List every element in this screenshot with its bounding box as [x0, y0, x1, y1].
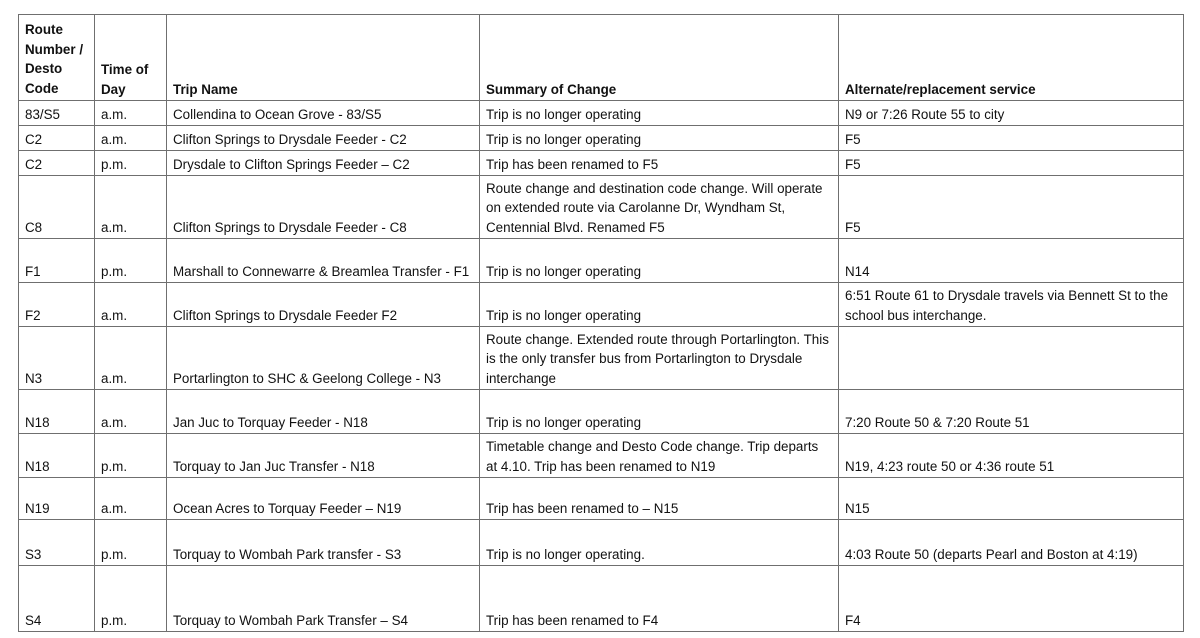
cell-code: F1: [19, 239, 95, 283]
table-row: [19, 101, 1184, 126]
cell-code: S3: [19, 520, 95, 566]
cell-alt: 7:20 Route 50 & 7:20 Route 51: [839, 390, 1184, 434]
cell-trip: Collendina to Ocean Grove - 83/S5: [167, 101, 480, 126]
table-row: [19, 327, 1184, 390]
cell-trip: Clifton Springs to Drysdale Feeder - C2: [167, 126, 480, 151]
cell-time: p.m.: [95, 239, 167, 283]
cell-code: N3: [19, 327, 95, 390]
cell-alt: N14: [839, 239, 1184, 283]
table-row: [19, 126, 1184, 151]
header-alternate-service: Alternate/replacement service: [839, 15, 1184, 101]
cell-trip: Jan Juc to Torquay Feeder - N18: [167, 390, 480, 434]
cell-code: C2: [19, 126, 95, 151]
cell-summary: Route change. Extended route through Portarlington. This is the only transfer bus from Portarlington to Drysdale interchange: [480, 327, 839, 390]
cell-time: a.m.: [95, 101, 167, 126]
cell-alt: N15: [839, 478, 1184, 520]
cell-alt: N19, 4:23 route 50 or 4:36 route 51: [839, 434, 1184, 478]
table-row: [19, 478, 1184, 520]
cell-code: C8: [19, 176, 95, 239]
cell-time: a.m.: [95, 327, 167, 390]
cell-summary: Trip is no longer operating: [480, 101, 839, 126]
cell-time: a.m.: [95, 478, 167, 520]
cell-code: S4: [19, 566, 95, 632]
cell-summary: Timetable change and Desto Code change. Trip departs at 4.10. Trip has been renamed to N19: [480, 434, 839, 478]
cell-trip: Torquay to Jan Juc Transfer - N18: [167, 434, 480, 478]
cell-summary: Trip has been renamed to F5: [480, 151, 839, 176]
cell-code: N19: [19, 478, 95, 520]
table-row: [19, 520, 1184, 566]
cell-trip: Clifton Springs to Drysdale Feeder - C8: [167, 176, 480, 239]
cell-code: F2: [19, 283, 95, 327]
cell-trip: Torquay to Wombah Park transfer - S3: [167, 520, 480, 566]
cell-summary: Trip has been renamed to – N15: [480, 478, 839, 520]
cell-code: N18: [19, 390, 95, 434]
cell-summary: Trip is no longer operating: [480, 126, 839, 151]
table-row: [19, 390, 1184, 434]
cell-alt: [839, 327, 1184, 390]
cell-alt: F5: [839, 151, 1184, 176]
cell-alt: 4:03 Route 50 (departs Pearl and Boston at 4:19): [839, 520, 1184, 566]
cell-time: p.m.: [95, 566, 167, 632]
cell-code: C2: [19, 151, 95, 176]
table-body: [19, 101, 1184, 632]
cell-time: p.m.: [95, 434, 167, 478]
document-page: [18, 14, 1184, 632]
table-row: [19, 566, 1184, 632]
cell-code: N18: [19, 434, 95, 478]
cell-trip: Portarlington to SHC & Geelong College - N3: [167, 327, 480, 390]
cell-trip: Marshall to Connewarre & Breamlea Transfer - F1: [167, 239, 480, 283]
table-row: [19, 434, 1184, 478]
cell-time: a.m.: [95, 176, 167, 239]
cell-trip: Torquay to Wombah Park Transfer – S4: [167, 566, 480, 632]
cell-trip: Ocean Acres to Torquay Feeder – N19: [167, 478, 480, 520]
table-row: [19, 239, 1184, 283]
table-row: [19, 151, 1184, 176]
table-row: [19, 176, 1184, 239]
cell-summary: Trip is no longer operating: [480, 239, 839, 283]
cell-summary: Trip is no longer operating: [480, 283, 839, 327]
cell-alt: F4: [839, 566, 1184, 632]
cell-summary: Trip has been renamed to F4: [480, 566, 839, 632]
header-route-number: Route Number / Desto Code: [19, 15, 95, 101]
header-trip-name: Trip Name: [167, 15, 480, 101]
cell-alt: F5: [839, 126, 1184, 151]
cell-trip: Clifton Springs to Drysdale Feeder F2: [167, 283, 480, 327]
route-changes-table: [18, 14, 1184, 632]
cell-time: a.m.: [95, 390, 167, 434]
table-row: [19, 283, 1184, 327]
header-row: [19, 15, 1184, 101]
cell-alt: 6:51 Route 61 to Drysdale travels via Bennett St to the school bus interchange.: [839, 283, 1184, 327]
cell-alt: F5: [839, 176, 1184, 239]
cell-summary: Trip is no longer operating: [480, 390, 839, 434]
cell-time: a.m.: [95, 283, 167, 327]
cell-trip: Drysdale to Clifton Springs Feeder – C2: [167, 151, 480, 176]
cell-time: a.m.: [95, 126, 167, 151]
cell-time: p.m.: [95, 520, 167, 566]
cell-code: 83/S5: [19, 101, 95, 126]
cell-summary: Trip is no longer operating.: [480, 520, 839, 566]
cell-time: p.m.: [95, 151, 167, 176]
header-summary-of-change: Summary of Change: [480, 15, 839, 101]
cell-alt: N9 or 7:26 Route 55 to city: [839, 101, 1184, 126]
header-time-of-day: Time of Day: [95, 15, 167, 101]
cell-summary: Route change and destination code change. Will operate on extended route via Carolanne Dr, Wyndham St, Centennial Blvd. Renamed F5: [480, 176, 839, 239]
